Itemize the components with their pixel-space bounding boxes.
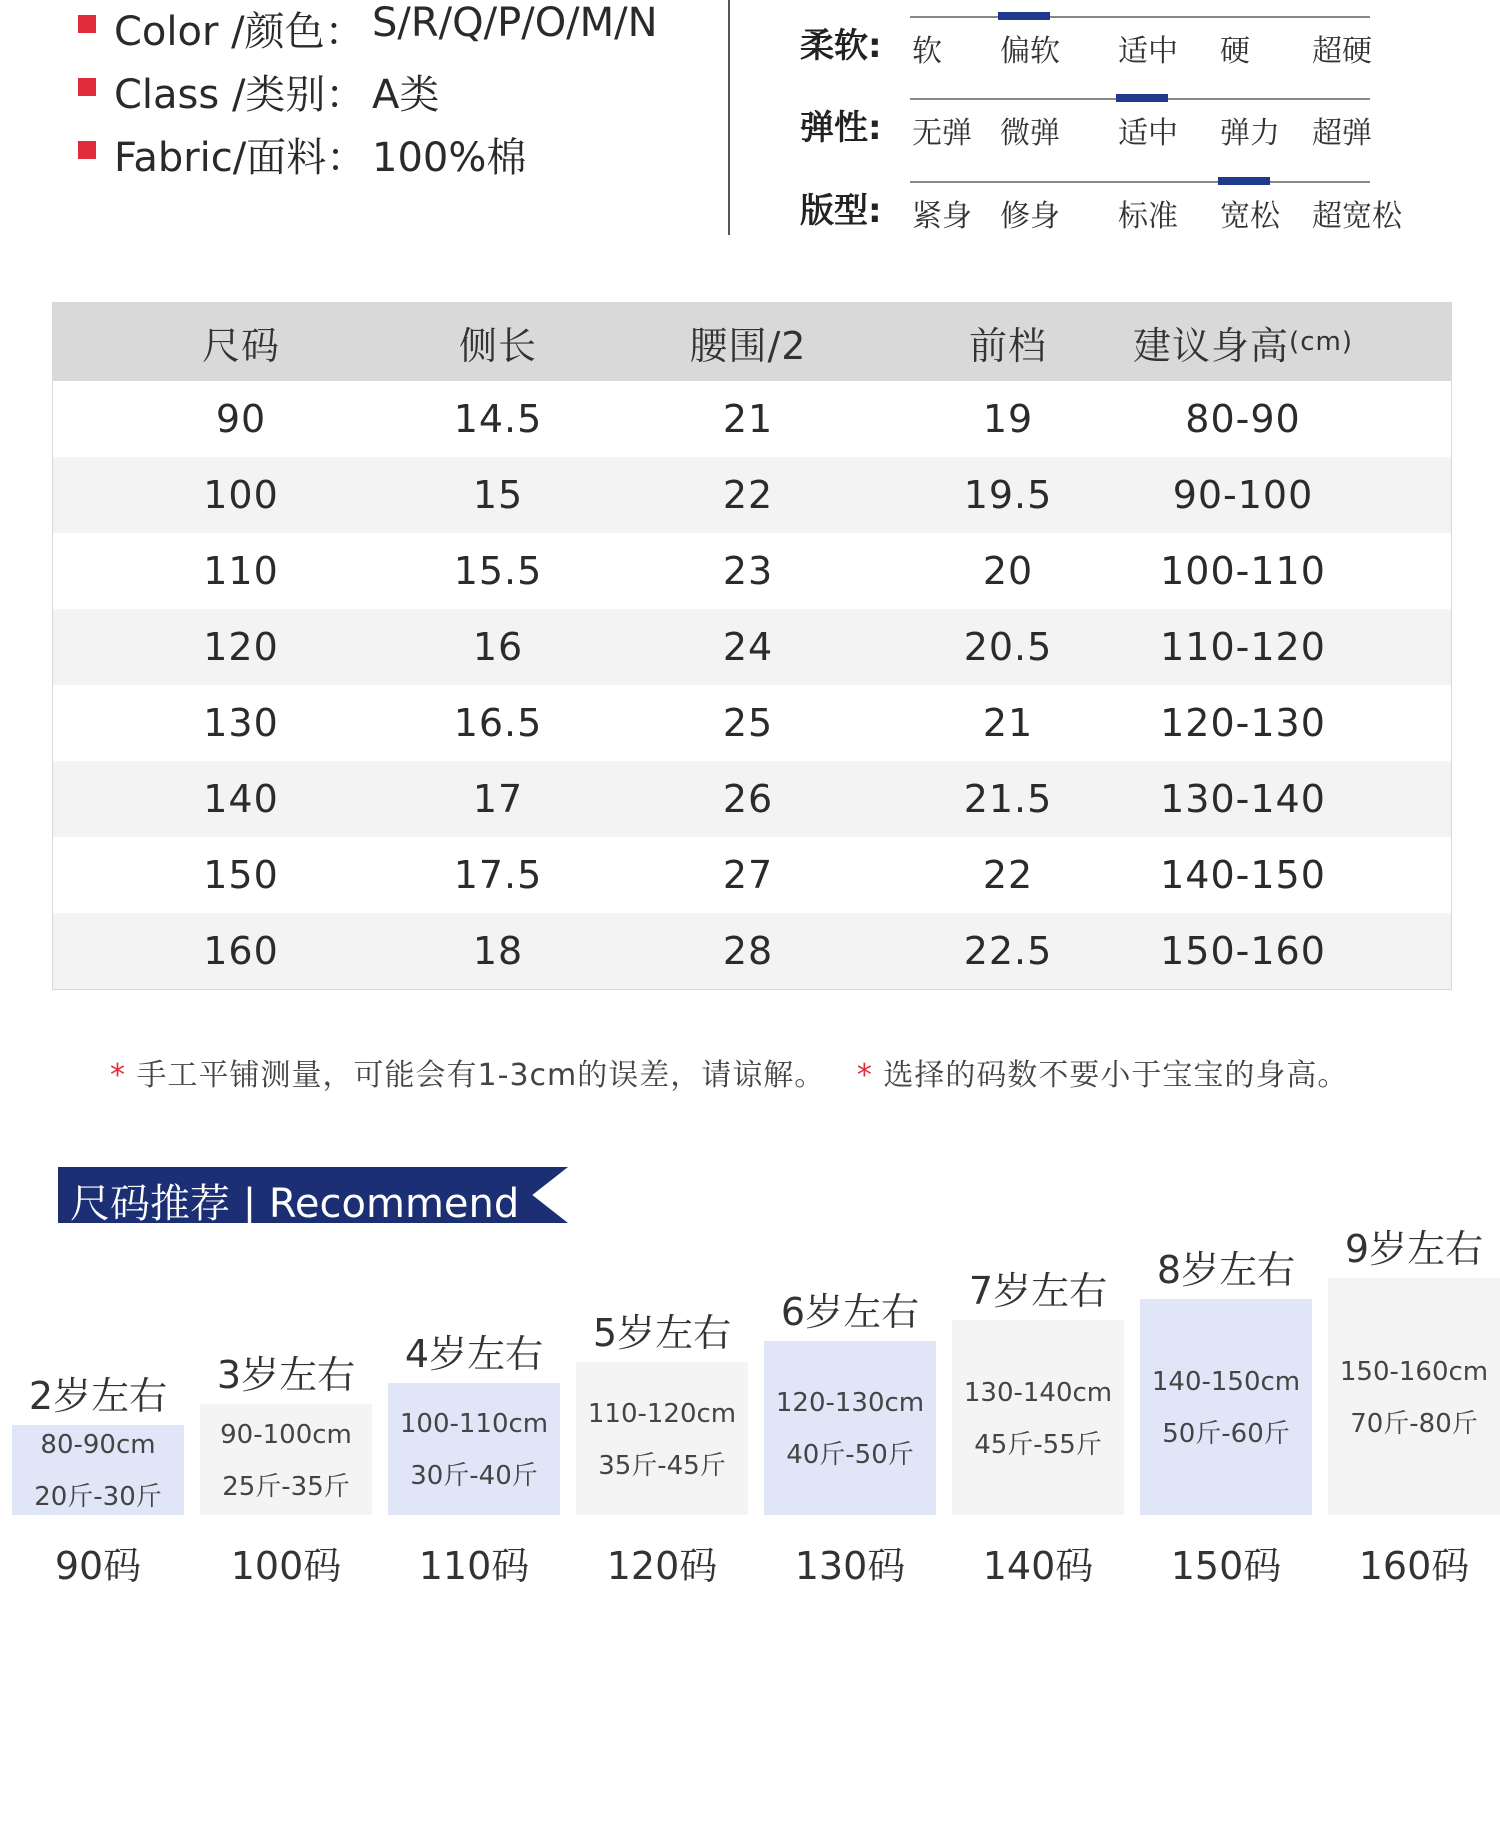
cell-height: 150-160 [1160,929,1326,973]
recommend-box [388,1383,560,1515]
table-row [53,609,1451,685]
recommend-size: 120码 [606,1544,718,1588]
note-text-2: 选择的码数不要小于宝宝的身高。 [883,1058,1349,1093]
scale-option: 微弹 [1000,116,1060,151]
recommend-size: 150码 [1170,1544,1282,1588]
attr-label: Color /颜色： [114,9,365,55]
cell-height: 100-110 [1160,549,1326,593]
recommend-weight: 50斤-60斤 [1162,1419,1290,1449]
recommend-age: 3岁左右 [216,1353,356,1397]
scale-marker [1218,177,1270,185]
recommend-size: 110码 [418,1544,530,1588]
recommend-age: 5岁左右 [592,1311,732,1355]
scale-option: 弹力 [1220,116,1280,151]
cell-waist: 22 [722,473,774,517]
recommend-age: 2岁左右 [28,1374,168,1418]
cell-size: 150 [203,853,279,897]
cell-rise: 19.5 [963,473,1053,517]
recommend-weight: 35斤-45斤 [598,1450,726,1481]
header-height [1073,303,1413,381]
cell-size: 90 [215,397,267,441]
recommend-weight: 45斤-55斤 [974,1429,1102,1460]
recommend-weight: 20斤-30斤 [34,1482,162,1512]
cell-waist: 24 [722,625,774,669]
cell-height: 130-140 [1160,777,1326,821]
cell-side-length: 15 [472,473,524,517]
recommend-size: 140码 [982,1544,1094,1588]
cell-rise: 21 [982,701,1034,745]
recommend-height: 130-140cm [963,1377,1113,1408]
recommend-box [1140,1299,1312,1515]
scale-option: 软 [912,34,942,69]
recommend-age: 7岁左右 [968,1269,1108,1313]
table-row [53,837,1451,913]
recommend-age: 9岁左右 [1344,1227,1484,1271]
red-square-icon [78,15,96,33]
scale-option: 适中 [1118,116,1178,151]
header-height-label: 建议身高 [1133,323,1290,368]
scale-name: 弹性: [800,108,882,148]
cell-size: 140 [203,777,279,821]
recommend-age: 6岁左右 [780,1290,920,1334]
cell-height: 140-150 [1160,853,1326,897]
measurement-note [110,1050,1348,1094]
recommend-age: 8岁左右 [1156,1248,1296,1292]
attr-value: S/R/Q/P/O/M/N [372,0,658,46]
cell-waist: 26 [722,777,774,821]
scale-row [800,165,1440,235]
cell-rise: 22.5 [963,929,1053,973]
size-table [52,302,1452,990]
cell-size: 120 [203,625,279,669]
cell-side-length: 16.5 [453,701,543,745]
scale-row [800,82,1440,152]
recommend-height: 100-110cm [399,1409,549,1439]
recommend-box [764,1341,936,1515]
recommend-size: 90码 [54,1544,142,1588]
attr-value: A类 [372,72,440,118]
scale-marker [1116,94,1168,102]
cell-waist: 23 [722,549,774,593]
attr-value: 100%棉 [372,135,527,181]
cell-waist: 27 [722,853,774,897]
table-header [53,303,1451,381]
header-size: 尺码 [201,323,280,368]
red-square-icon [78,78,96,96]
scale-option: 超弹 [1312,116,1372,151]
header-height-unit: (cm) [1289,327,1353,357]
scale-name: 版型: [800,191,882,231]
scale-line [910,181,1370,183]
recommend-size: 100码 [230,1544,342,1588]
recommend-box [1328,1278,1500,1515]
cell-side-length: 15.5 [453,549,543,593]
scale-option: 修身 [1000,199,1060,234]
cell-size: 110 [203,549,279,593]
scale-row [800,0,1440,70]
recommend-box [952,1320,1124,1515]
cell-waist: 25 [722,701,774,745]
scale-option: 偏软 [1000,34,1060,69]
scale-option: 宽松 [1220,199,1280,234]
recommend-weight: 30斤-40斤 [410,1461,538,1491]
cell-rise: 20.5 [963,625,1053,669]
cell-side-length: 14.5 [453,397,543,441]
cell-rise: 21.5 [963,777,1053,821]
scale-option: 紧身 [912,199,972,234]
scale-line [910,16,1370,18]
recommend-weight: 25斤-35斤 [222,1471,350,1502]
recommend-height: 90-100cm [220,1419,352,1450]
note-star: * [110,1058,126,1093]
recommend-height: 140-150cm [1151,1367,1301,1397]
cell-side-length: 18 [472,929,524,973]
scale-marker [998,12,1050,20]
table-row [53,533,1451,609]
cell-rise: 20 [982,549,1034,593]
scale-option: 适中 [1118,34,1178,69]
recommend-height: 150-160cm [1339,1356,1489,1387]
recommend-height: 120-130cm [775,1388,925,1418]
attr-label: Class /类别： [114,72,366,118]
cell-height: 80-90 [1185,397,1301,441]
recommend-list [0,1227,1500,1600]
note-text-1: 手工平铺测量，可能会有1-3cm的误差，请谅解。 [136,1058,826,1093]
cell-size: 130 [203,701,279,745]
red-square-icon [78,141,96,159]
recommend-height: 80-90cm [40,1430,156,1460]
recommend-weight: 40斤-50斤 [786,1440,914,1470]
cell-waist: 21 [722,397,774,441]
scale-option: 硬 [1220,34,1250,69]
table-row [53,457,1451,533]
scale-option: 无弹 [912,116,972,151]
cell-side-length: 16 [472,625,524,669]
scale-name: 柔软: [800,26,882,66]
recommend-size: 130码 [794,1544,906,1588]
cell-size: 100 [203,473,279,517]
cell-waist: 28 [722,929,774,973]
recommend-weight: 70斤-80斤 [1350,1408,1478,1439]
header-rise: 前档 [968,323,1047,368]
cell-rise: 22 [982,853,1034,897]
header-side-length: 侧长 [458,323,537,368]
cell-side-length: 17.5 [453,853,543,897]
banner-title: 尺码推荐 | Recommend [70,1181,520,1227]
fabric-scales [800,0,1480,240]
note-star: * [856,1058,873,1093]
cell-size: 160 [203,929,279,973]
attr-label: Fabric/面料： [114,135,367,181]
cell-side-length: 17 [472,777,524,821]
recommend-size: 160码 [1358,1544,1470,1588]
header-waist: 腰围/2 [689,323,807,368]
scale-option: 标准 [1118,199,1178,234]
recommend-age: 4岁左右 [404,1332,544,1376]
table-row [53,761,1451,837]
scale-option: 超硬 [1312,34,1372,69]
vertical-divider [728,0,730,235]
recommend-box [576,1362,748,1515]
table-row [53,685,1451,761]
cell-rise: 19 [982,397,1034,441]
cell-height: 110-120 [1160,625,1326,669]
recommend-banner [58,1167,568,1227]
table-row [53,913,1451,989]
table-row [53,381,1451,457]
scale-option: 超宽松 [1312,199,1402,234]
cell-height: 90-100 [1172,473,1314,517]
recommend-height: 110-120cm [587,1398,737,1429]
cell-height: 120-130 [1160,701,1326,745]
